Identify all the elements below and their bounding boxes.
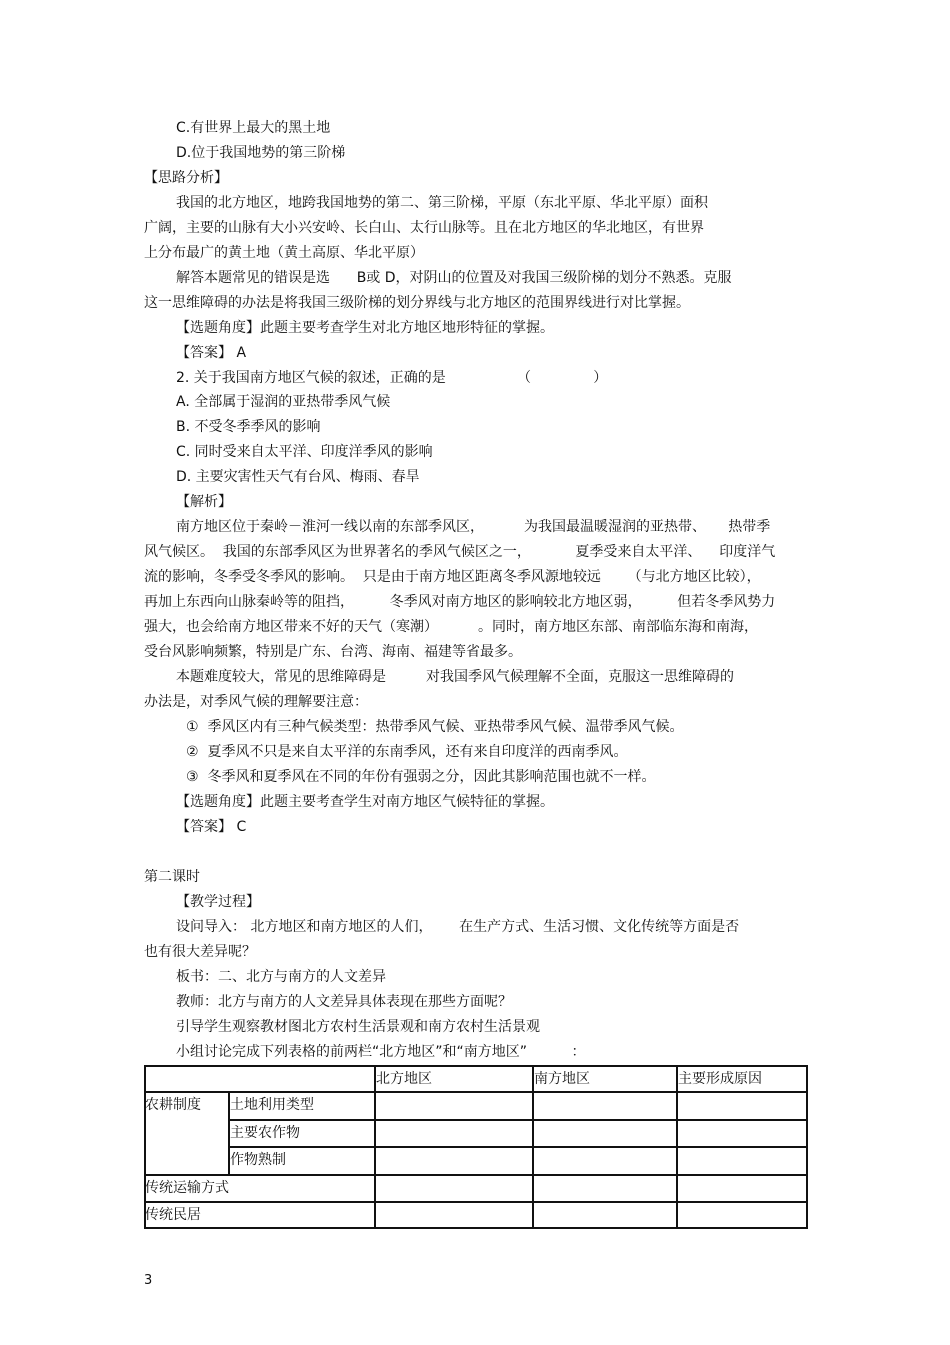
text-line: 也有很大差异呢？ [144, 944, 256, 960]
text-line: 2. 关于我国南方地区气候的叙述，正确的是 （ ） [176, 370, 608, 386]
text-line: 引导学生观察教材图北方农村生活景观和南方农村生活景观 [176, 1019, 540, 1035]
text-line: D. 主要灾害性天气有台风、梅雨、春旱 [176, 469, 420, 485]
text-line: 第二课时 [144, 869, 200, 885]
text-line: 办法是，对季风气候的理解要注意： [144, 694, 368, 710]
text-line: 上分布最广的黄土地（黄土高原、华北平原） [144, 245, 424, 261]
row-label-housing: 传统民居 [145, 1207, 201, 1223]
text-line: C. 同时受来自太平洋、印度洋季风的影响 [176, 444, 433, 460]
text-line: 风气候区。 我国的东部季风区为世界著名的季风气候区之一， 夏季受来自太平洋、 印度洋气 [144, 544, 776, 560]
text-line: 本题难度较大，常见的思维障碍是 对我国季风气候理解不全面，克服这一思维障碍的 [176, 669, 735, 685]
text-line: 受台风影响频繁，特别是广东、台湾、海南、福建等省最多。 [144, 644, 522, 660]
text-line: 小组讨论完成下列表格的前两栏“北方地区”和“南方地区” ： [176, 1044, 586, 1060]
row-label-crops: 主要农作物 [230, 1125, 300, 1141]
row-label-land-use: 土地利用类型 [230, 1097, 314, 1113]
text-line: C.有世界上最大的黑土地 [176, 120, 331, 136]
header-reason: 主要形成原因 [678, 1071, 762, 1087]
text-line: 这一思维障碍的办法是将我国三级阶梯的划分界线与北方地区的范围界线进行对比掌握。 [144, 295, 690, 311]
text-line: 【答案】 A [176, 345, 247, 361]
text-line: 我国的北方地区，地跨我国地势的第二、第三阶梯，平原（东北平原、华北平原）面积 [176, 195, 708, 211]
text-line: A. 全部属于湿润的亚热带季风气候 [176, 394, 391, 410]
text-line: 【教学过程】 [176, 894, 260, 910]
text-line: 强大，也会给南方地区带来不好的天气（寒潮） 。同时，南方地区东部、南部临东海和南海， [144, 619, 759, 635]
row-group-label: 农耕制度 [145, 1097, 201, 1113]
text-line: ③ 冬季风和夏季风在不同的年份有强弱之分，因此其影响范围也就不一样。 [186, 769, 656, 785]
text-line: 【选题角度】此题主要考查学生对北方地区地形特征的掌握。 [176, 320, 554, 336]
text-line: 南方地区位于秦岭－淮河一线以南的东部季风区， 为我国最温暖湿润的亚热带、 热带季 [176, 519, 771, 535]
text-line: 【答案】 C [176, 819, 247, 835]
text-line: ① 季风区内有三种气候类型：热带季风气候、亚热带季风气候、温带季风气候。 [186, 719, 684, 735]
text-line: ② 夏季风不只是来自太平洋的东南季风，还有来自印度洋的西南季风。 [186, 744, 628, 760]
text-line: B. 不受冬季季风的影响 [176, 419, 321, 435]
row-label-transport: 传统运输方式 [145, 1180, 229, 1196]
text-line: 【解析】 [176, 494, 232, 510]
text-line: 【选题角度】此题主要考查学生对南方地区气候特征的掌握。 [176, 794, 554, 810]
row-label-cropping: 作物熟制 [230, 1152, 286, 1168]
text-line: D.位于我国地势的第三阶梯 [176, 145, 346, 161]
header-north: 北方地区 [376, 1071, 432, 1087]
page-number: 3 [144, 1273, 153, 1288]
text-line: 板书：二、北方与南方的人文差异 [176, 969, 386, 985]
text-line: 再加上东西向山脉秦岭等的阻挡， 冬季风对南方地区的影响较北方地区弱， 但若冬季风势力 [144, 594, 776, 610]
header-south: 南方地区 [534, 1071, 590, 1087]
text-line: 广阔，主要的山脉有大小兴安岭、长白山、太行山脉等。且在北方地区的华北地区，有世界 [144, 220, 704, 236]
text-line: 设问导入： 北方地区和南方地区的人们， 在生产方式、生活习惯、文化传统等方面是否 [176, 919, 740, 935]
text-line: 流的影响，冬季受冬季风的影响。 只是由于南方地区距离冬季风源地较远 （与北方地区比较）， [144, 569, 761, 585]
text-line: 教师：北方与南方的人文差异具体表现在那些方面呢？ [176, 994, 512, 1010]
comparison-table [144, 1065, 808, 1229]
text-line: 解答本题常见的错误是选 B或 D，对阴山的位置及对我国三级阶梯的划分不熟悉。克服 [176, 270, 732, 286]
text-line: 【思路分析】 [144, 170, 228, 186]
